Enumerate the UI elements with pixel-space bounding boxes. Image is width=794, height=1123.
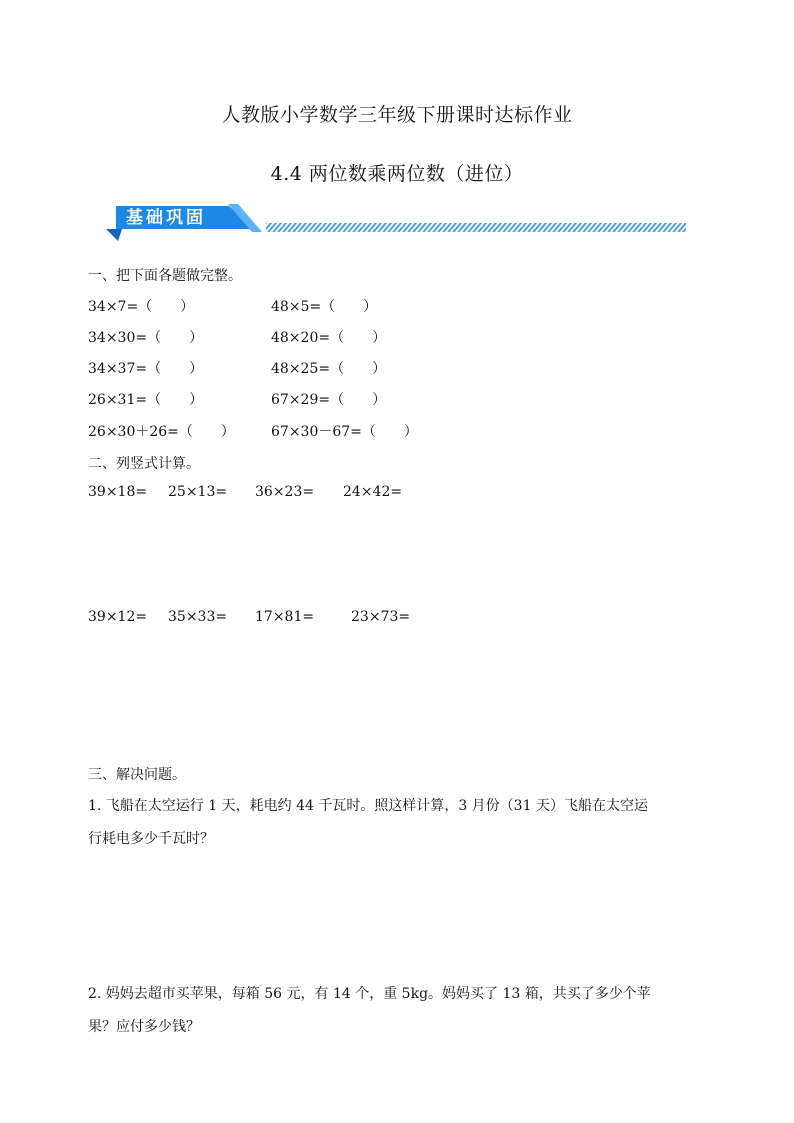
fill-in-item: 67×29=（ ） [271,392,387,408]
fill-in-item: 26×31=（ ） [88,392,204,408]
calc-item: 36×23= [255,484,315,500]
fill-in-item: 48×25=（ ） [271,361,387,377]
section-heading-word-problems: 三、解决问题。 [88,767,186,783]
calc-item: 35×33= [168,609,228,625]
word-problem-2-line2: 果？应付多少钱？ [88,1019,200,1035]
section-heading-vertical-calc: 二、列竖式计算。 [88,456,200,472]
fill-in-item: 67×30－67=（ ） [271,424,418,440]
fill-in-item: 34×7=（ ） [88,299,195,315]
word-problem-1-line2: 行耗电多少千瓦时？ [88,831,214,847]
calc-item: 25×13= [168,484,228,500]
section-banner [104,200,690,246]
word-problem-2-line1: 2. 妈妈去超市买苹果，每箱 56 元，有 14 个，重 5kg。妈妈买了 13 箱，共买了多少个苹 [88,986,651,1002]
calc-item: 39×12= [88,609,148,625]
calc-item: 23×73= [351,609,411,625]
fill-in-item: 48×20=（ ） [271,330,387,346]
lesson-subtitle: 4.4 两位数乘两位数（进位） [270,163,524,185]
banner-fold [106,229,122,241]
calc-item: 39×18= [88,484,148,500]
calc-item: 17×81= [255,609,315,625]
worksheet-title: 人教版小学数学三年级下册课时达标作业 [221,104,573,126]
calc-item: 24×42= [343,484,403,500]
fill-in-item: 34×37=（ ） [88,361,204,377]
section-heading-fill-in: 一、把下面各题做完整。 [88,268,242,284]
fill-in-item: 48×5=（ ） [271,299,378,315]
word-problem-1-line1: 1. 飞船在太空运行 1 天，耗电约 44 千瓦时。照这样计算，3 月份（31 天）飞船在太空运 [88,798,648,814]
banner-label: 基础巩固 [126,208,206,228]
fill-in-item: 26×30＋26=（ ） [88,424,235,440]
banner-stripe-rule [266,223,686,232]
fill-in-item: 34×30=（ ） [88,330,204,346]
